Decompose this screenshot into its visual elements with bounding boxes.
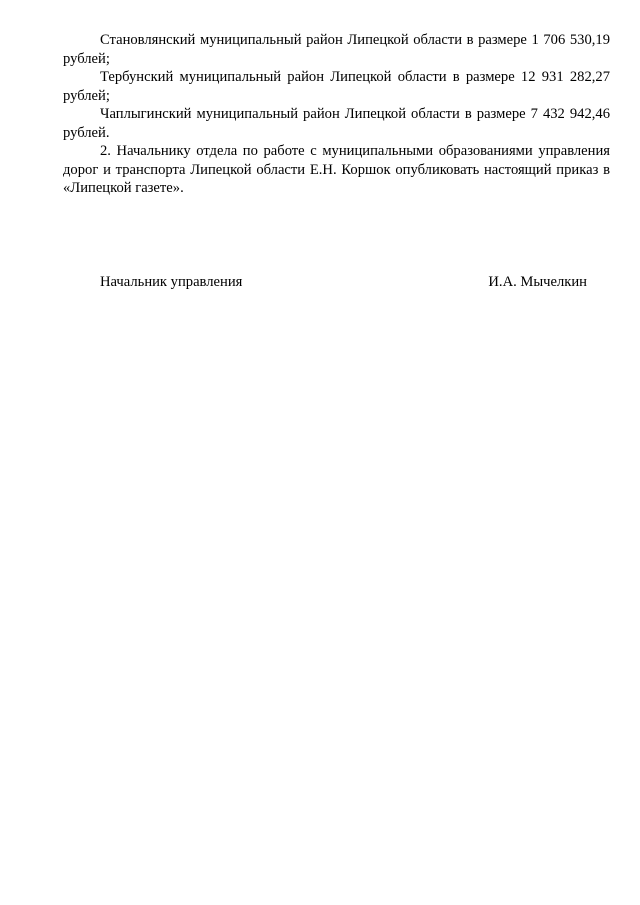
document-body [63,31,610,198]
signatory-name: И.А. Мычелкин [488,274,587,290]
signatory-title: Начальник управления [100,274,243,290]
paragraph-stanovlyansky: Становлянский муниципальный район Липецкой области в размере 1 706 530,19 рублей; [63,32,610,67]
paragraph-terbunsky: Тербунский муниципальный район Липецкой области в размере 12 931 282,27 рублей; [63,69,610,104]
signature-block [100,273,587,292]
paragraph-publication-order: 2. Начальнику отдела по работе с муниципальными образованиями управления дорог и транспорта Липецкой области Е.Н. Коршок опубликовать настоящий приказ в «Липецкой газете». [63,143,610,196]
paragraph-chaplyginsky: Чаплыгинский муниципальный район Липецкой области в размере 7 432 942,46 рублей. [63,106,610,141]
